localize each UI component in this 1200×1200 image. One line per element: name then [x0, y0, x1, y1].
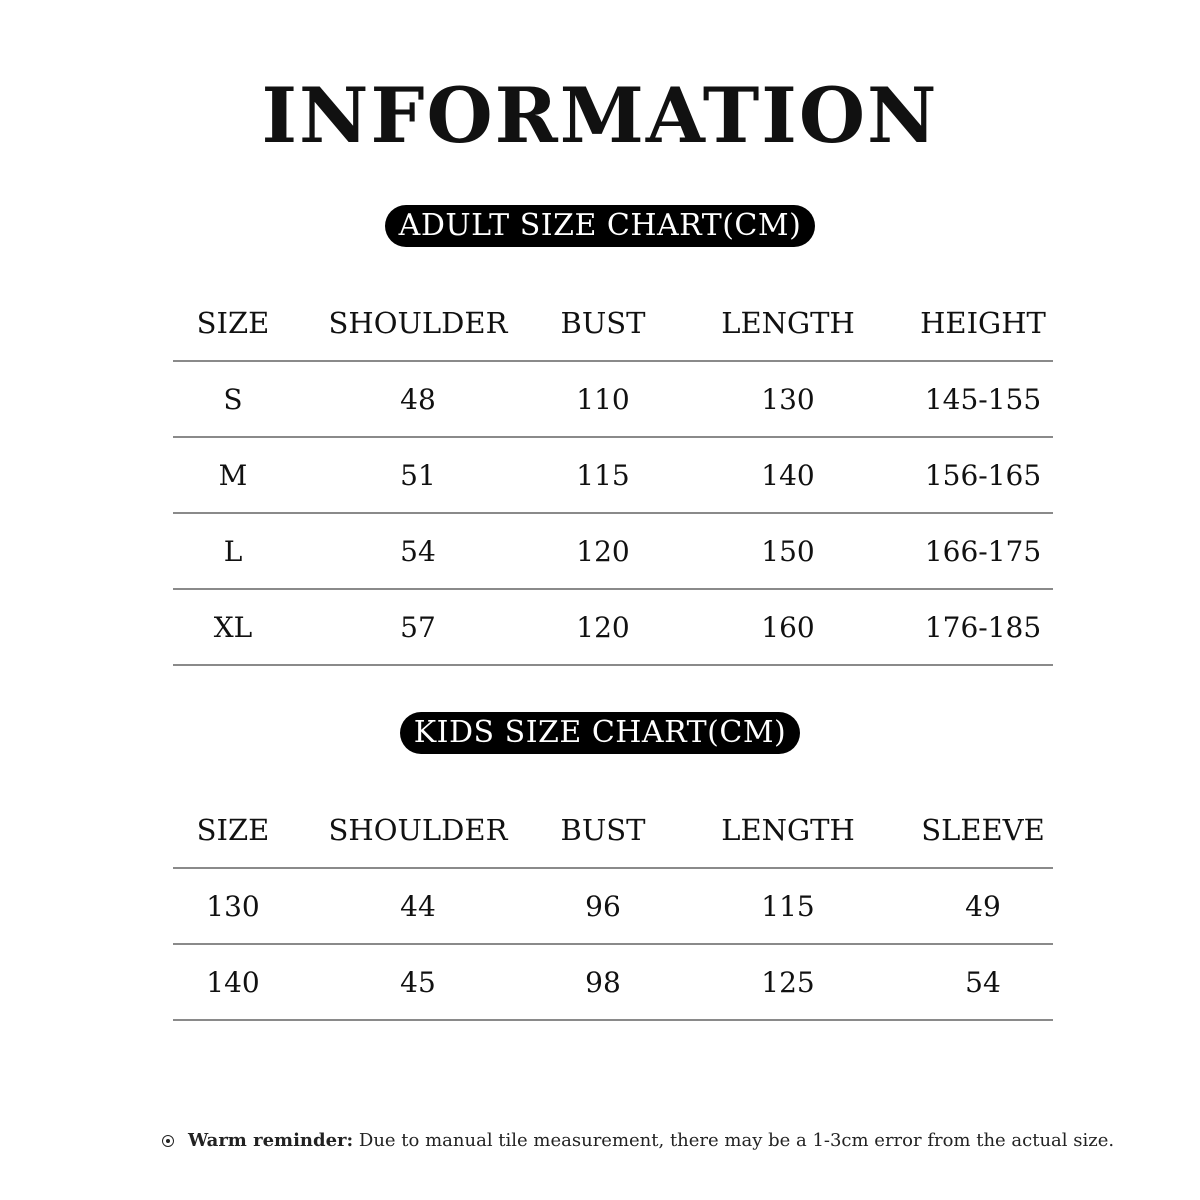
- kids-heading-label: KIDS SIZE CHART(CM): [400, 712, 801, 754]
- cell-length: 115: [663, 868, 913, 944]
- column-header-bust: BUST: [543, 793, 663, 868]
- cell-bust: 98: [543, 944, 663, 1020]
- cell-length: 150: [663, 513, 913, 589]
- column-header-sleeve: SLEEVE: [913, 793, 1053, 868]
- table-row: [173, 437, 1053, 513]
- table-header-row: [173, 793, 1053, 868]
- table-row: [173, 868, 1053, 944]
- reminder-text: Due to manual tile measurement, there may be a 1-3cm error from the actual size.: [353, 1130, 1115, 1151]
- cell-shoulder: 57: [293, 589, 543, 665]
- cell-shoulder: 51: [293, 437, 543, 513]
- cell-size: 140: [173, 944, 293, 1020]
- radio-bullet-icon: [162, 1135, 174, 1147]
- cell-height: 156-165: [913, 437, 1053, 513]
- cell-bust: 110: [543, 361, 663, 437]
- kids-size-table: [173, 793, 1053, 1021]
- cell-shoulder: 44: [293, 868, 543, 944]
- cell-length: 160: [663, 589, 913, 665]
- cell-bust: 115: [543, 437, 663, 513]
- cell-bust: 120: [543, 513, 663, 589]
- adult-size-table: [173, 286, 1053, 666]
- warm-reminder-note: [162, 1128, 1115, 1154]
- column-header-height: HEIGHT: [913, 286, 1053, 361]
- cell-sleeve: 54: [913, 944, 1053, 1020]
- table-row: [173, 513, 1053, 589]
- column-header-length: LENGTH: [663, 286, 913, 361]
- cell-size: M: [173, 437, 293, 513]
- cell-bust: 96: [543, 868, 663, 944]
- adult-heading-label: ADULT SIZE CHART(CM): [385, 205, 816, 247]
- kids-size-chart-heading: [0, 712, 1200, 754]
- cell-height: 176-185: [913, 589, 1053, 665]
- cell-height: 166-175: [913, 513, 1053, 589]
- cell-length: 140: [663, 437, 913, 513]
- table-row: [173, 944, 1053, 1020]
- adult-size-chart-heading: [0, 205, 1200, 247]
- cell-size: L: [173, 513, 293, 589]
- table-row: [173, 361, 1053, 437]
- cell-height: 145-155: [913, 361, 1053, 437]
- cell-length: 130: [663, 361, 913, 437]
- table-row: [173, 589, 1053, 665]
- column-header-bust: BUST: [543, 286, 663, 361]
- cell-length: 125: [663, 944, 913, 1020]
- cell-size: S: [173, 361, 293, 437]
- cell-shoulder: 54: [293, 513, 543, 589]
- column-header-length: LENGTH: [663, 793, 913, 868]
- table-header-row: [173, 286, 1053, 361]
- cell-shoulder: 45: [293, 944, 543, 1020]
- cell-size: 130: [173, 868, 293, 944]
- column-header-size: SIZE: [173, 286, 293, 361]
- cell-size: XL: [173, 589, 293, 665]
- column-header-size: SIZE: [173, 793, 293, 868]
- cell-shoulder: 48: [293, 361, 543, 437]
- reminder-label: Warm reminder:: [188, 1130, 354, 1151]
- cell-bust: 120: [543, 589, 663, 665]
- column-header-shoulder: SHOULDER: [293, 286, 543, 361]
- column-header-shoulder: SHOULDER: [293, 793, 543, 868]
- cell-sleeve: 49: [913, 868, 1053, 944]
- page-title: INFORMATION: [261, 71, 939, 160]
